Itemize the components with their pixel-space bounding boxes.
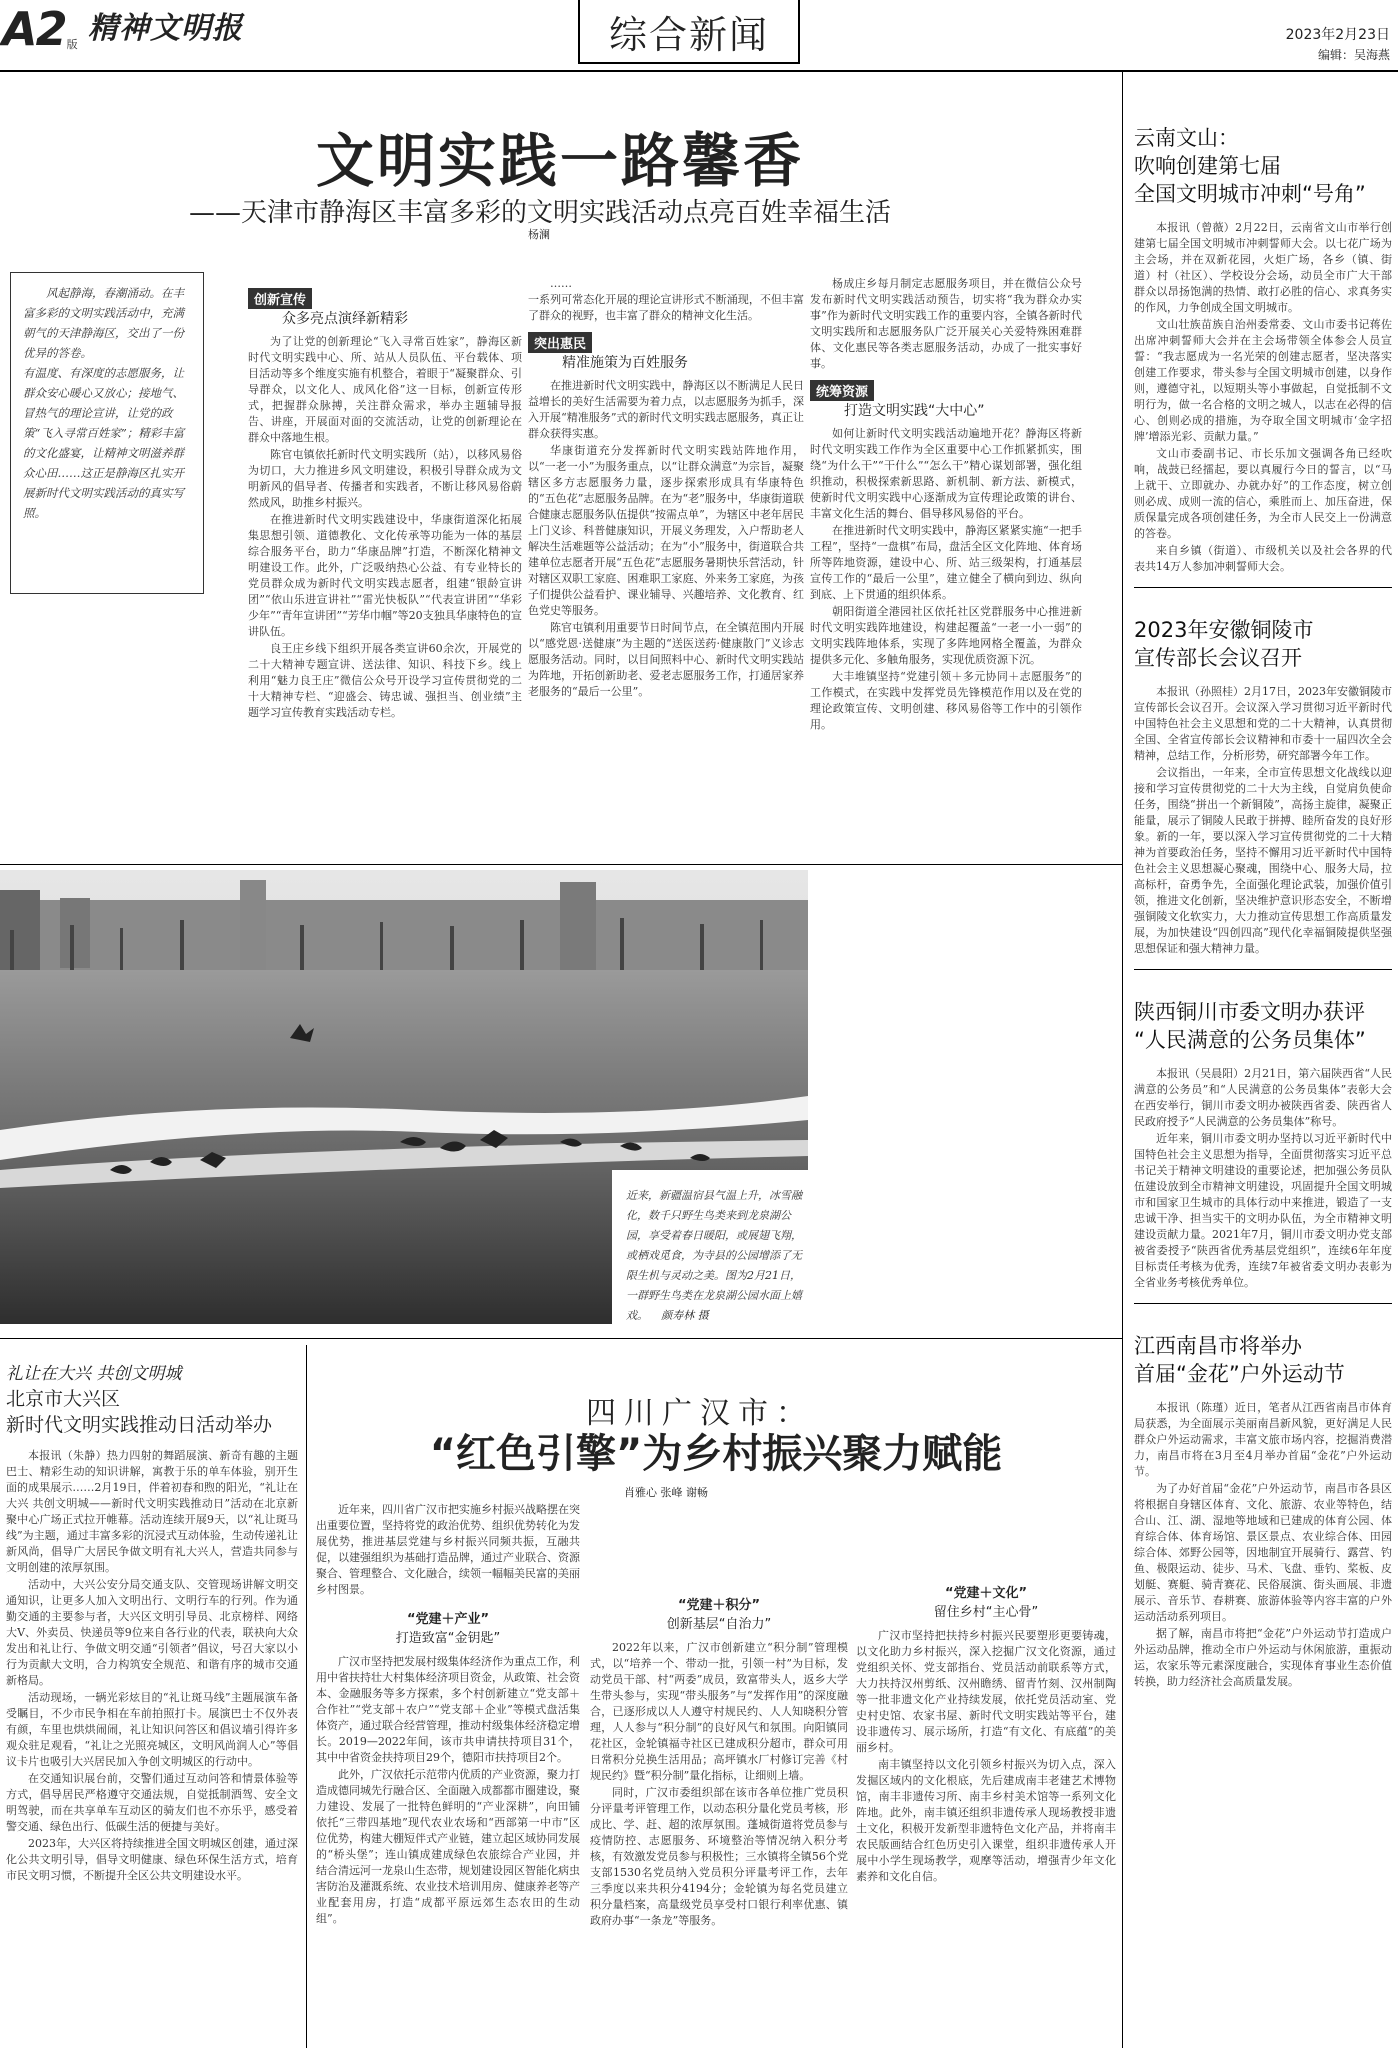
a1-p2: 文山壮族苗族自治州委常委、文山市委书记蒋佐出席冲刺誓师大会并在主会场带领全体参会人员宣誓：“我志愿成为一名光荣的创建志愿者，坚决落实创建工作要求，带头参与全国文明城市创建，以身作则，遵德守礼，以短期头等小事做起，自觉抵制不文明行为，做一名合格的文明之城人，以志在必得的信心、创则必成的措施，为夺取全国文明城市‘金字招牌’增添光彩、贡献力量。”	[1134, 318, 1392, 443]
sec2-intro: …… 一系列可常态化开展的理论宣讲形式不断涌现，不但丰富了群众的视野，也丰富了群众的精神文化生活。	[528, 277, 804, 322]
sec1-p2: 陈官屯镇依托新时代文明实践所（站），以移风易俗为切口，大力推进乡风文明建设，积极引导群众成为文明新风的倡导者、传播者和实践者，不断让移风易俗蔚然成风，助推乡村振兴。	[248, 448, 522, 509]
sec2-tag: 突出惠民	[528, 332, 592, 353]
lead-title: 文明实践一路馨香	[315, 127, 804, 195]
a2-p2: 会议指出，一年来，全市宣传思想文化战线以迎接和学习宣传贯彻党的二十大为主线，自觉肩负使命任务，围绕“拼出一个新铜陵”，高扬主旋律，凝聚正能量，展示了铜陵人民敢于拼搏、睦所奋发的良好形象。新的一年，要以深入学习宣传贯彻党的二十大精神为首要政治任务，坚持不懈用习近平新时代中国特色社会主义思想凝心聚魂，围绕中心、服务大局，拉高标杆，奋勇争先，全面强化理论武装，加强价值引领，推进文化创新，坚决维护意识形态安全，不断增强铜陵文化软实力，大力推动宣传思想工作高质量发展，为加快建设“四创四高”现代化幸福铜陵提供坚强思想保证和强大精神力量。	[1134, 766, 1392, 955]
lead-col-1	[248, 280, 522, 722]
a4-title-1: 江西南昌市将举办	[1134, 1334, 1302, 1358]
a1-title-2: 吹响创建第七届	[1134, 154, 1281, 178]
sichuan-col-1	[316, 1502, 580, 1928]
sichuan-col-3	[856, 1502, 1116, 1886]
sichuan-p4: 2022年以来，广汉市创新建立“积分制”管理模式，以“培养一个、带动一批，引领一村”为目标，发动党员干部、村“两委”成员，致富带头人，返乡大学生带头参与，实现“带头服务”与“发挥作用”的深度融合，已逐形成以人人遵守村规民约、人人知晓积分管理，人人参与“积分制”的良好风气和氛围。向阳镇同花社区，金轮镇福寺社区已建成积分超市，群众可用日常积分兑换生活用品；高坪镇水厂村修订完善《村规民约》暨“积分制”量化指标，让细则上墙。	[590, 1641, 848, 1782]
sec3-p2: 在推进新时代文明实践中，静海区紧紧实施“一把手工程”，坚持“一盘棋”布局，盘活全区文化阵地、体育场所等阵地资源，建设中心、所、站三级架构，打通基层宣传工作的“最后一公里”，建立健全了横向到边、纵向到底、上下贯通的组织体系。	[810, 524, 1082, 601]
a3-p2: 近年来，铜川市委文明办坚持以习近平新时代中国特色社会主义思想为指导，全面贯彻落实习近平总书记关于精神文明建设的重要论述，把加强公务员队伍建设放到全市精神文明建设，巩固提升全国文明城市和国家卫生城市的具体行动中来推进，锻造了一支忠诚干净、担当实干的文明办队伍，为全市精神文明建设贡献力量。2021年7月，铜川市委文明办党支部被省委授予“陕西省优秀基层党组织”，连续6年年度目标责任考核为优秀，连续7年被省委文明办表彰为全省业务考核优秀单位。	[1134, 1132, 1392, 1289]
lead-col-3	[810, 276, 1082, 734]
paper-name: 精神文明报	[88, 11, 243, 46]
sec1-p3: 在推进新时代文明实践建设中，华康街道深化拓展集思想引领、道德教化、文化传承等功能为一体的基层综合服务平台，助力“华康品牌”打造，不断深化精神文明建设工作。此外，广泛吸纳热心公益、有专业特长的党员群众成为新时代文明实践志愿者，组建“银龄宣讲团”“依山乐进宣讲社”“雷光快板队”“代表宣讲团”“华彩少年”“青年宣讲团”“芳华巾帼”等20支独具华康特色的宣讲队伍。	[248, 513, 522, 638]
sec2-header	[528, 332, 804, 372]
sec1-title: 众多亮点演绎新精彩	[282, 311, 409, 327]
sichuan-kicker: 四川广汉市：	[586, 1396, 814, 1431]
sec3-p1: 如何让新时代文明实践活动遍地开花？静海区将新时代文明实践工作作为全区重要中心工作抓紧抓实，围绕“为什么干”“干什么”“怎么干”精心谋划部署，强化组织推动，积极探索新思路、新机制、新方法、新模式，使新时代文明实践中心逐渐成为宣传理论政策的讲台、丰富文化生活的舞台、倡导移风易俗的平台。	[810, 427, 1082, 520]
sec1-tag: 创新宣传	[248, 288, 312, 309]
lead-bottom-rule	[0, 864, 1122, 865]
a4-title-2: 首届“金花”户外运动节	[1134, 1362, 1345, 1386]
beijing-kicker: 礼让在大兴 共创文明城	[6, 1364, 182, 1384]
right-rule-2	[1134, 969, 1392, 970]
sec1-p4: 良王庄乡线下组织开展各类宣讲60余次，开展党的二十大精神专题宣讲、送法律、知识、科技下乡。线上利用“魅力良王庄”微信公众号开设学习宣传贯彻党的二十大精神专栏、“迎盛会、铸忠诚、强担当、创业绩”主题学习宣传教育实践活动专栏。	[248, 642, 522, 719]
sichuan-p6: 广汉市坚持把扶持乡村振兴民要塑形更要铸魂，以文化助力乡村振兴，深入挖掘广汉文化资源，通过党组织关怀、党支部指台、党员活动前联系等方式，大力扶持汉州剪纸、汉州瞻绣、留青竹刻、汉州制陶等一批非遗文化产业持续发展，依托党员活动室、党史村史馆、农家书屋、新时代文明实践站等平台，建设非遗传习、展示场所，打造“有文化、有底蕴”的美丽乡村。	[856, 1629, 1116, 1754]
page-number-label: A2	[2, 2, 66, 56]
sec3-tag: 统筹资源	[810, 380, 874, 401]
sec3-intro: 杨成庄乡每月制定志愿服务项目，并在微信公众号发布新时代文明实践活动预告，切实将“我为群众办实事”作为新时代文明实践工作的重要内容，全镇各新时代文明实践所和志愿服务队广泛开展关心关爱特殊困难群体、文化惠民等各类志愿服务活动，办成了一批实事好事。	[810, 277, 1082, 370]
sec3-title: 打造文明实践“大中心”	[844, 403, 985, 419]
lead-author: 杨澜	[528, 228, 550, 241]
lead-col-2	[528, 276, 804, 701]
section-box	[578, 0, 800, 64]
photo-credit: 颜寿林 摄	[661, 1309, 709, 1322]
header-date: 2023年2月23日	[1285, 27, 1390, 43]
beijing-p1: 本报讯（朱静）热力四射的舞蹈展演、新奇有趣的主题巴士、精彩生动的知识讲解，寓教于乐的单车体验，别开生面的成果展示……2月19日，伴着初春和煦的阳光，“礼让在大兴 共创文明城——新时代文明实践推动日”活动在北京新聚中心广场正式拉开帷幕。活动连续开展9天，以“礼让斑马线”为主题，通过丰富多彩的沉浸式互动体验，生动传递礼让新风尚，倡导广大居民争做文明有礼大兴人，营造共同参与文明创建的浓厚氛围。	[6, 1449, 298, 1574]
beijing-p3: 活动现场，一辆光彩炫目的“礼让斑马线”主题展演车备受瞩目，不少市民争相在车前拍照打卡。展演巴士不仅外表有颜，车里也烘烘闹闹，礼让知识问答区和倡议墙引得许多观众驻足观看，“礼让之光照亮城区，文明风尚润人心”等倡议卡片也吸引大兴居民加入争创文明城区的行动中。	[6, 1691, 298, 1768]
a4-p1: 本报讯（陈瑾）近日，笔者从江西省南昌市体育局获悉，为全面展示美丽南昌新风貌，更好满足人民群众户外运动需求，丰富文旅市场内容，挖掘消费潜力，南昌市将在3月至4月举办首届“金花”户外运动节。	[1134, 1401, 1392, 1478]
sec1-header	[248, 288, 522, 328]
sichuan-h2: “党建＋积分”	[677, 1598, 761, 1613]
right-rule-1	[1134, 587, 1392, 588]
photo-caption-text: 近来，新疆温宿县气温上升，冰雪融化，数千只野生鸟类来到龙泉湖公园，享受着春日暖阳，或展翅飞翔，或栖戏觅食，为寺县的公园增添了无限生机与灵动之美。图为2月21日，一群野生鸟类在龙泉湖公园水面上嬉戏。	[626, 1189, 802, 1322]
a1-title-1: 云南文山：	[1134, 126, 1239, 150]
sec2-title: 精准施策为百姓服务	[562, 355, 689, 371]
sichuan-p7: 南丰镇坚持以文化引领乡村振兴为切入点，深入发掘区域内的文化根底，先后建成南丰老建艺术博物馆，南丰非遗传习所、南丰乡村美术馆等一系列文化阵地。此外，南丰镇还组织非遗传承人现场教授非遗土文化，积极开发新型非遗特色文化产品，并将南丰农民版画结合红色历史引入课堂，组织非遗传承人开展中小学生现场教学，观摩等活动，增强青少年文化素养和文化自信。	[856, 1758, 1116, 1883]
sec3-header	[810, 380, 1082, 420]
a2-p1: 本报讯（孙照桂）2月17日，2023年安徽铜陵市宣传部长会议召开。会议深入学习贯彻习近平新时代中国特色社会主义思想和党的二十大精神，认真贯彻全国、全省宣传部长会议精神和市委十一届四次全会精神，总结工作，分析形势，研究部署今年工作。	[1134, 685, 1392, 762]
section-title: 综合新闻	[608, 12, 769, 57]
header-editor: 编辑：吴海燕	[1317, 48, 1390, 62]
beijing-divider	[306, 1345, 307, 2048]
beijing-p4: 在交通知识展台前，交警们通过互动问答和情景体验等方式，倡导居民严格遵守交通法规，自觉抵制酒驾、安全文明驾驶，而在共享单车互动区的骑友们也不亦乐乎，感受着警交通、绿色出行、低碳生活的便捷与美好。	[6, 1772, 298, 1833]
a2-title-1: 2023年安徽铜陵市	[1134, 618, 1314, 642]
a4-p3: 据了解，南昌市将把“金花”户外运动节打造成户外运动品牌，推动全市户外运动与休闲旅游，重振动运，农家乐等元素深度融合，实现体育事业生态价值转换，助力经济社会高质量发展。	[1134, 1627, 1392, 1688]
a1-title-3: 全国文明城市冲刺“号角”	[1134, 182, 1366, 206]
a4-p2: 为了办好首届“金花”户外运动节，南昌市各县区将根据自身辖区体育、文化、旅游、农业等特色，结合山、江、湖、湿地等地域和已建成的体育公园、体育综合体、体育场馆、景区景点、农业综合体、田园综合体、郊野公园等，因地制宜开展骑行、露营、钓鱼、极限运动、徒步、马术、飞盘、垂钓、桨板、皮划艇、赛艇、骑青赛花、民俗展演、街头画展、非遗展示、音乐节、春耕赛、旅游体验等内容丰富的户外运动活动系列项目。	[1134, 1482, 1392, 1623]
sec1-p1: 为了让党的创新理论“飞入寻常百姓家”，静海区新时代文明实践中心、所、站从人员队伍、平台载体、项目活动等多个维度实施有机整合，着眼于“凝聚群众、引导群众，以文化人、成风化俗”这一目标，创新宣传形式，把握群众脉搏，关注群众需求，举办主题辅导报告、讲座，开展面对面的交流活动，让党的创新理论在群众中落地生根。	[248, 335, 522, 444]
right-rule-3	[1134, 1303, 1392, 1304]
sichuan-p3: 此外，广汉依托示范带内优质的产业资源，聚力打造成德同城先行融合区、全面融入成都都市圈建设，聚力建设、发展了一批特色鲜明的“产业深耕”，向田铺依托“三带四基地”现代农业农场和“西部第一中市”区位优势，构建大棚短伴式产业链，建立起区域协同发展的“桥头堡”；连山镇成建成绿色农旅综合产业园，并结合清远河一龙泉山生态带，规划建设园区智能化病虫害防治及灌溉系统、农业技术培训用房、健康养老等产业配套用房，打造“成都平原远郊生态农田的生动组”。	[316, 1768, 580, 1925]
sichuan-p2: 广汉市坚持把发展村级集体经济作为重点工作，利用中省扶持壮大村集体经济项目资金，从政策、社会资本、金融服务等多方探索，多个村创新建立“党支部＋合作社”“党支部＋农户”“党支部＋企业”等模式盘活集体资产，通过联合经营管理，推动村级集体经济稳定增长。2019—2022年间，该市共申请扶持项目31个，其中中省资金扶持项目29个，德阳市扶持项目2个。	[316, 1655, 580, 1764]
photo-bottom-rule	[0, 1338, 1122, 1339]
page-number-suffix: 版	[66, 38, 78, 51]
beijing-title-1: 北京市大兴区	[6, 1388, 121, 1410]
sichuan-p1: 近年来，四川省广汉市把实施乡村振兴战略摆在突出重要位置，坚持将党的政治优势、组织优势转化为发展优势，推进基层党建与乡村振兴同频共振，互融共促，以建强组织为基础打造品牌，通过产业联合、资源聚合、管理整合、文化融合，续领一幅幅美民富的美丽乡村图景。	[316, 1503, 580, 1596]
sichuan-h2b: 创新基层“自治力”	[666, 1617, 772, 1632]
beijing-title-2: 新时代文明实践推动日活动举办	[6, 1414, 273, 1436]
right-column	[1134, 124, 1392, 1691]
sichuan-h1b: 打造致富“金钥匙”	[395, 1631, 501, 1646]
sichuan-h3: “党建＋文化”	[944, 1586, 1028, 1601]
page-number	[2, 0, 78, 58]
photo-caption	[626, 1184, 804, 1324]
a2-title-2: 宣传部长会议召开	[1134, 646, 1302, 670]
lead-subtitle: ——天津市静海区丰富多彩的文明实践活动点亮百姓幸福生活	[188, 198, 891, 228]
lead-intro: 风起静海，春潮涌动。在丰富多彩的文明实践活动中，充满朝气的天津静海区，交出了一份优异的答卷。 有温度、有深度的志愿服务，让群众安心暖心又放心；接地气、冒热气的理论宣讲，让党的政策“飞入寻常百姓家”；精彩丰富的文化盛宴，让精神文明滋养群众心田……这正是静海区扎实开展新时代文明实践活动的真实写照。	[23, 286, 185, 520]
a3-title-2: “人民满意的公务员集体”	[1134, 1028, 1366, 1052]
sichuan-title: “红色引擎”为乡村振兴聚力赋能	[429, 1431, 1003, 1477]
sec3-p4: 大丰堆镇坚持“党建引领＋多元协同＋志愿服务”的工作模式，在实践中发挥党员先锋模范作用以及在党的理论政策宣传、文明创建、移风易俗等工作中的引领作用。	[810, 670, 1082, 731]
a3-title-1: 陕西铜川市委文明办获评	[1134, 1000, 1365, 1024]
beijing-p5: 2023年，大兴区将持续推进全国文明城区创建，通过深化公共文明引导，倡导文明健康、绿色环保生活方式，培育市民文明习惯，不断提升全区公共文明建设水平。	[6, 1837, 298, 1882]
a1-p4: 来自乡镇（街道）、市级机关以及社会各界的代表共14万人参加冲刺誓师大会。	[1134, 544, 1392, 573]
sec2-p3: 陈官屯镇利用重要节日时间节点，在全镇范围内开展以“感党恩·送健康”为主题的“送医送药·健康散门”义诊志愿服务活动。同时，以目间照料中心、新时代文明实践站为阵地，开拓创新助老、爱老志愿服务工作，打通居家养老服务的“最后一公里”。	[528, 621, 804, 698]
a1-p3: 文山市委副书记、市长乐加文强调各角已经吹响，战鼓已经擂起，要以真履行今日的誓言，以“马上就干、立即就办、办就办好”的工作态度，树立创则必成、成则一流的信心，乘胜而上、加压奋进，保质保量完成各项创建任务，为全市人民交上一份满意的答卷。	[1134, 447, 1392, 540]
header-rule	[0, 70, 1398, 72]
sichuan-p5: 同时，广汉市委组织部在该市各单位推广党员积分评量考评管理工作，以动态积分量化党员考核，形成比、学、赶、超的浓厚氛围。蓬城街道将党员参与疫情防控、志愿服务、环境整治等情况纳入积分考核，有效激发党员参与积极性；三水镇将全镇56个党支部1530名党员纳入党员积分评量考评工作，去年三季度以来共积分4194分；金轮镇为每名党员建立积分量档案，高量级党员享受村口银行利率优惠、镇政府办事“一条龙”等服务。	[590, 1786, 848, 1927]
sec2-p1: 在推进新时代文明实践中，静海区以不断满足人民日益增长的美好生活需要为着力点，以志愿服务为抓手，深入开展“精准服务”式的新时代文明实践志愿服务，真正让群众获得实惠。	[528, 379, 804, 440]
a1-p1: 本报讯（曾薇）2月22日，云南省文山市举行创建第七届全国文明城市冲刺誓师大会。以七花广场为主会场，并在双新花园，火炬广场，各乡（镇、街道）村（社区）、学校设分会场，动员全市广大干部群众以昂扬饱满的热情、敢打必胜的信心、求真务实的作风，力争创成全国文明城市。	[1134, 221, 1392, 314]
a3-p1: 本报讯（吴晨阳）2月21日，第六届陕西省“人民满意的公务员”和“人民满意的公务员集体”表彰大会在西安举行，铜川市委文明办被陕西省委、陕西省人民政府授予“人民满意的公务员集体”称号。	[1134, 1067, 1392, 1128]
lead-intro-box	[10, 272, 204, 594]
sichuan-h1: “党建＋产业”	[406, 1612, 490, 1627]
sec3-p3: 朝阳街道全港园社区依托社区党群服务中心推进新时代文明实践阵地建设，构建起覆盖“一老一小一弱”的文明实践阵地体系，实现了多阵地网格全覆盖，为群众提供多元化、多触角服务，实现优质资源下沉。	[810, 605, 1082, 666]
beijing-article	[6, 1362, 298, 1885]
sichuan-author: 肖雅心 张峰 谢畅	[624, 1486, 708, 1499]
sichuan-col-2	[590, 1502, 848, 1930]
sec2-p2: 华康街道充分发挥新时代文明实践站阵地作用，以“一老一小”为服务重点，以“让群众满意”为宗旨，凝聚辖区多方志愿服务力量，逐步探索形成具有华康特色的“五色花”志愿服务品牌。在为“老”服务中，华康街道联合健康志愿服务队伍提供“按需点单”，为辖区中老年居民上门义诊、科普健康知识，开展义务理发，入户帮助老人解决生活难题等公益活动；在为“小”服务中，街道联合共建单位志愿者开展“五色花”志愿服务暑期快乐营活动，针对辖区双职工家庭、困难职工家庭、外来务工家庭，为孩子们提供公益看护、课业辅导、兴趣培养、文化教育、红色党史等服务。	[528, 444, 804, 617]
beijing-p2: 活动中，大兴公安分局交通支队、交管现场讲解文明交通知识，让更多人加入文明出行、文明行车的行列。作为通勤交通的主要参与者，大兴区文明引导员、北京榜样、网络大V、外卖员、快递员等9位来自各行业的代表，联袂向大众发出和礼让行、争做文明交通“引领者”倡议，号召大家以小行为贡献大文明，合力构筑安全规范、和谐有序的城市交通新格局。	[6, 1578, 298, 1687]
sichuan-h3b: 留住乡村“主心骨”	[933, 1605, 1039, 1620]
right-column-divider	[1122, 72, 1123, 2048]
